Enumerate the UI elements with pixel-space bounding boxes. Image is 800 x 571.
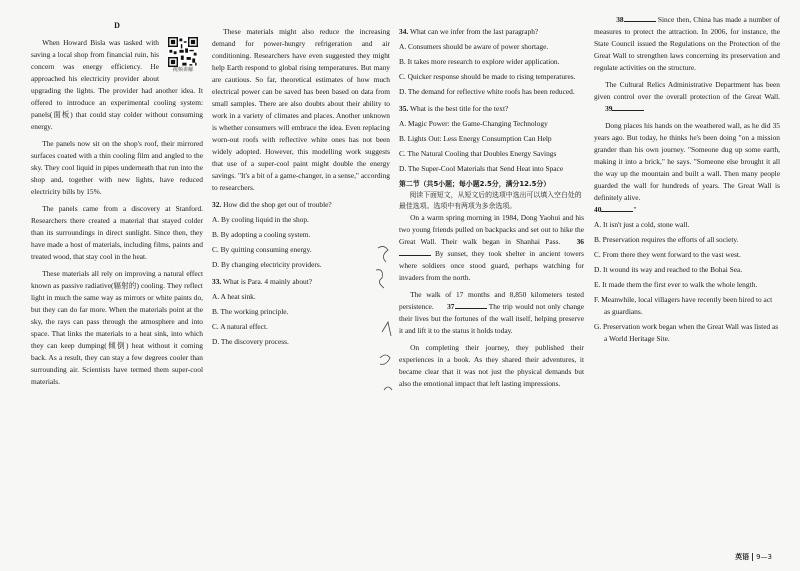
section-2-header bbox=[399, 179, 584, 213]
section-2-instruction: 阅读下面短文，从短文后的选项中选出可以填入空白处的最佳选项。选项中有两项为多余选项。 bbox=[399, 191, 582, 211]
qr-caption: 视频讲解 bbox=[172, 66, 194, 73]
column-3 bbox=[399, 26, 584, 390]
passage-text: " bbox=[633, 204, 637, 214]
question-stem: How did the shop get out of trouble? bbox=[223, 199, 332, 209]
column-4 bbox=[594, 14, 780, 345]
qr-code-icon bbox=[168, 37, 198, 67]
passage-text: The walk of 17 months and 8,850 kilometers tested persistence. bbox=[399, 290, 584, 312]
passage-d-para-5: These materials might also reduce the increasing demand for power-hungry refrigeration and air conditioning. Researchers have even suggested they might help Earth respond to global rising temperatures. But many are cautious. So far, theoretical estimates of how much electrical power can be saved has been based on data from small samples. There are also doubts about their ability to work in a variety of climates and places. Another unknown is whether consumers will embrace the idea. Even replacing worn-out roofs with reflective white ones has not been widely adopted. However, this modelling work suggests that use of a super-cool paint might double the energy savings. "It's a bit of a game-changer, in a sense," according to researchers. bbox=[212, 27, 390, 192]
passage-text: The Cultural Relics Administrative Department has been given control over the overall protection of the Great Wall. bbox=[594, 79, 780, 101]
option[interactable]: F. Meanwhile, local villagers have recently been hired to act as guardians. bbox=[594, 294, 773, 316]
option[interactable]: D. The discovery process. bbox=[212, 336, 289, 346]
option[interactable]: D. The Super-Cool Materials that Send Heat into Space bbox=[399, 163, 564, 173]
option[interactable]: B. By adopting a cooling system. bbox=[212, 229, 311, 239]
passage-d-para-4: These materials all rely on improving a natural effect known as passive radiative(辐射的) cooling. They reflect light in much the same way as mirrors or white paints do, but they can do far more. When the materials point at the sky, the rays can pass through the atmosphere and into space. That links the materials to a heat sink, into which they can keep dumping(倾倒) heat without it coming back. As a result, they can stay a few degrees cooler than surrounding air. Scientists have termed them super-cool materials. bbox=[31, 268, 203, 386]
option[interactable]: C. By quitting consuming energy. bbox=[212, 244, 312, 254]
question-number: 34. bbox=[399, 27, 409, 36]
question-35 bbox=[399, 103, 584, 175]
question-34 bbox=[399, 26, 584, 98]
option[interactable]: C. From there they went forward to the vast west. bbox=[594, 249, 741, 259]
blank-line bbox=[601, 205, 633, 212]
question-number: 35. bbox=[399, 103, 409, 113]
question-number: 33. bbox=[212, 276, 222, 286]
column-2 bbox=[212, 26, 390, 348]
passage-d-para-2: The panels now sit on the shop's roof, their mirrored surfaces coated with a thin cooling film and angled to the sky. They cool liquid in pipes underneath that run into the shop and, together with new lights, have reduced electricity bills by 15%. bbox=[31, 138, 203, 196]
blank-39[interactable]: 39 bbox=[605, 103, 613, 113]
footer-page-number: 9—3 bbox=[752, 553, 772, 561]
passage-text: By sunset, they took shelter in ancient towers where soldiers once stood guard, perhaps watching for invaders from the north. bbox=[399, 249, 584, 283]
passage-text: On a warm spring morning in 1984, Dong Yaohui and his two young friends pulled on backpacks and set out to hike the Great Wall. Their walk began in Shanhai Pass. bbox=[399, 213, 584, 247]
passage-2-para-1 bbox=[399, 212, 584, 284]
question-stem: What is the best title for the text? bbox=[409, 103, 509, 113]
option[interactable]: B. It takes more research to explore wider application. bbox=[399, 56, 560, 66]
qr-code-box[interactable] bbox=[163, 37, 203, 73]
pen-mark-icon bbox=[372, 240, 412, 410]
blank-line bbox=[455, 302, 487, 309]
option[interactable]: C. The Natural Cooling that Doubles Energy Savings bbox=[399, 148, 557, 158]
option[interactable]: D. By changing electricity providers. bbox=[212, 259, 322, 269]
passage-d-para-3: The panels came from a discovery at Stanford. Researchers there created a material that stayed colder than its surroundings in direct sunlight. Since then, they have made a host of materials, including films, paints and treated wood, that stay cool in the heat. bbox=[31, 203, 203, 261]
passage-2-para-6: Dong places his hands on the weathered wall, as he did 35 years ago. But today, he thinks he's been doing "on a mission grander than his own journey. "Someone dug up some earth, making it into a brick," he says. "Someone else brought it all the way up the mountain and built a wall. Then many people guarded the wall for hundreds of years. The Great Wall is definitely alive. bbox=[594, 120, 780, 202]
passage-d-para-1: When Howard Bisla was tasked with saving a local shop from financial ruin, his concern was energy efficiency. He approached his electricity provider about upgrading the lights. The provider had another idea. It offered to introduce an experimental cooling system: panels(面板) that could stay colder without consuming energy. bbox=[31, 37, 203, 131]
blank-line bbox=[624, 15, 656, 22]
option[interactable]: C. Quicker response should be made to rising temperatures. bbox=[399, 71, 576, 81]
page-footer bbox=[735, 552, 772, 563]
passage-text: Since then, China has made a number of measures to protect the attraction. In 2006, for instance, the State Council issued the Regulations on the Protection of the Great Wall to strengthen laws concerning its preservation and regulate activities on the structure. bbox=[594, 15, 780, 72]
blank-line bbox=[612, 104, 644, 111]
passage-2-para-4 bbox=[594, 14, 780, 74]
question-stem: What can we infer from the last paragraph? bbox=[409, 27, 539, 36]
option[interactable]: G. Preservation work began when the Great Wall was listed as a World Heritage Site. bbox=[594, 321, 779, 343]
option[interactable]: E. It made them the first ever to walk the whole length. bbox=[594, 279, 758, 289]
blank-37[interactable]: 37 bbox=[447, 302, 455, 312]
section-2-title: 第二节（共5小题；每小题2.5分，满分12.5分） bbox=[399, 179, 551, 188]
question-number: 32. bbox=[212, 199, 222, 209]
question-stem: What is Para. 4 mainly about? bbox=[222, 276, 313, 286]
footer-subject: 英语 bbox=[735, 552, 750, 561]
section-letter: D bbox=[114, 21, 120, 30]
option[interactable]: A. It isn't just a cold, stone wall. bbox=[594, 219, 690, 229]
question-33 bbox=[212, 276, 390, 348]
option[interactable]: B. Preservation requires the efforts of all society. bbox=[594, 234, 739, 244]
blank-38[interactable]: 38 bbox=[616, 15, 624, 24]
option[interactable]: B. The working principle. bbox=[212, 306, 289, 316]
option[interactable]: D. The demand for reflective white roofs has been reduced. bbox=[399, 86, 575, 96]
option[interactable]: C. A natural effect. bbox=[212, 321, 268, 331]
blank-36[interactable]: 36 bbox=[576, 237, 584, 247]
blank-40[interactable]: 40 bbox=[594, 204, 602, 214]
passage-2-para-7 bbox=[594, 204, 780, 216]
option[interactable]: A. A heat sink. bbox=[212, 291, 256, 301]
option[interactable]: D. It wound its way and reached to the Bohai Sea. bbox=[594, 264, 743, 274]
passage-2-para-3: On completing their journey, they published their experiences in a book. As they shared their adventures, it became clear that it was not just the physical demands but also the emotional impact that left lasting impressions. bbox=[399, 343, 584, 389]
column-1 bbox=[31, 20, 203, 388]
passage-2-para-5 bbox=[594, 79, 780, 115]
question-32 bbox=[212, 199, 390, 271]
option[interactable]: A. By cooling liquid in the shop. bbox=[212, 214, 309, 224]
passage-2-para-2 bbox=[399, 289, 584, 337]
option[interactable]: A. Consumers should be aware of power shortage. bbox=[399, 41, 549, 51]
option[interactable]: A. Magic Power: the Game-Changing Technology bbox=[399, 118, 548, 128]
option[interactable]: B. Lights Out: Less Energy Consumption Can Help bbox=[399, 133, 552, 143]
passage-text: The trip would not only change their lives but the fortunes of the wall itself, helping preserve it and lift it to the status it holds today. bbox=[399, 302, 584, 336]
